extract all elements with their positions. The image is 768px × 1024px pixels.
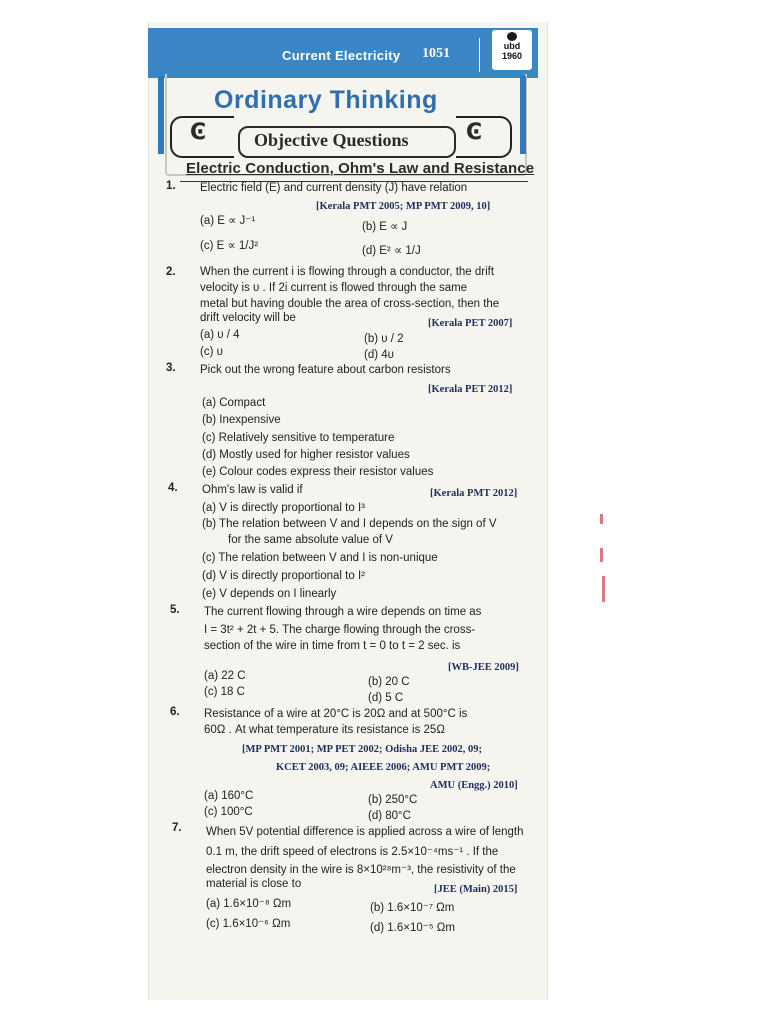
right-ornament-icon: Ͼ xyxy=(466,120,483,145)
option-a: (a) V is directly proportional to I³ xyxy=(202,502,365,514)
option-d: (d) V is directly proportional to I² xyxy=(202,570,365,582)
option-b: (b) 250°C xyxy=(368,794,418,806)
option-a: (a) E ∝ J⁻¹ xyxy=(200,215,256,227)
option-b-continued: for the same absolute value of V xyxy=(228,534,393,546)
option-c: (c) 18 C xyxy=(204,686,245,698)
question-text: Electric field (E) and current density (J) have relation xyxy=(200,182,468,194)
margin-mark xyxy=(600,548,603,562)
option-c: (c) 100°C xyxy=(204,806,253,818)
publisher-logo xyxy=(492,30,532,70)
question-text: The current flowing through a wire depends on time as xyxy=(204,606,482,618)
option-c: (c) The relation between V and I is non-unique xyxy=(202,552,438,564)
option-c: (c) 1.6×10⁻⁶ Ωm xyxy=(206,918,291,930)
option-b: (b) 20 C xyxy=(368,676,410,688)
question-number: 2. xyxy=(166,266,176,278)
logo-text: ubd xyxy=(503,41,521,51)
option-c: (c) E ∝ 1/J² xyxy=(200,240,259,252)
question-source: [Kerala PMT 2005; MP PMT 2009, 10] xyxy=(316,201,491,212)
banner-subtitle: Objective Questions xyxy=(254,130,409,150)
chapter-title: Current Electricity xyxy=(282,48,401,63)
question-text: 60Ω . At what temperature its resistance is 25Ω xyxy=(204,724,445,736)
option-d: (d) E² ∝ 1/J xyxy=(362,245,421,257)
option-b: (b) The relation between V and I depends on the sign of V xyxy=(202,518,497,530)
option-b: (b) Inexpensive xyxy=(202,414,281,426)
section-heading: Electric Conduction, Ohm's Law and Resistance xyxy=(186,160,535,177)
question-text: section of the wire in time from t = 0 to t = 2 sec. is xyxy=(204,640,461,652)
question-text: I = 3t² + 2t + 5. The charge flowing through the cross- xyxy=(204,624,476,636)
question-number: 4. xyxy=(168,482,178,494)
option-e: (e) Colour codes express their resistor values xyxy=(202,466,434,478)
question-number: 3. xyxy=(166,362,176,374)
option-b: (b) 1.6×10⁻⁷ Ωm xyxy=(370,902,455,914)
option-b: (b) υ / 2 xyxy=(364,333,404,345)
option-a: (a) Compact xyxy=(202,397,266,409)
page-number: 1051 xyxy=(422,46,450,61)
logo-emblem-icon xyxy=(507,32,517,41)
question-text: drift velocity will be xyxy=(200,312,296,324)
right-bracket-decoration xyxy=(456,116,512,158)
question-source: [JEE (Main) 2015] xyxy=(434,884,518,895)
option-d: (d) Mostly used for higher resistor values xyxy=(202,449,410,461)
question-number: 5. xyxy=(170,604,180,616)
left-ornament-icon: Ͼ xyxy=(190,120,207,145)
question-text: When 5V potential difference is applied across a wire of length xyxy=(206,826,524,838)
banner-right-bar xyxy=(520,76,526,154)
margin-mark xyxy=(600,514,603,524)
header-divider xyxy=(479,38,480,72)
question-text: When the current i is flowing through a conductor, the drift xyxy=(200,266,495,278)
question-source: [Kerala PMT 2012] xyxy=(430,488,518,499)
question-text: electron density in the wire is 8×10²⁸m⁻³, the resistivity of the xyxy=(206,864,516,876)
option-b: (b) E ∝ J xyxy=(362,221,408,233)
banner-left-bar xyxy=(158,76,164,154)
logo-year: 1960 xyxy=(501,51,523,61)
question-text: Resistance of a wire at 20°C is 20Ω and at 500°C is xyxy=(204,708,468,720)
option-d: (d) 1.6×10⁻⁵ Ωm xyxy=(370,922,455,934)
question-text: material is close to xyxy=(206,878,302,890)
question-source: [WB-JEE 2009] xyxy=(448,662,519,673)
question-number: 1. xyxy=(166,180,176,192)
question-text: 0.1 m, the drift speed of electrons is 2.5×10⁻⁴ms⁻¹ . If the xyxy=(206,846,499,858)
option-a: (a) 1.6×10⁻⁸ Ωm xyxy=(206,898,292,910)
option-a: (a) 22 C xyxy=(204,670,246,682)
question-text: Ohm's law is valid if xyxy=(202,484,303,496)
question-source: [Kerala PET 2007] xyxy=(428,318,513,329)
option-a: (a) υ / 4 xyxy=(200,329,240,341)
question-number: 7. xyxy=(172,822,182,834)
question-number: 6. xyxy=(170,706,180,718)
question-text: metal but having double the area of cross-section, then the xyxy=(200,298,500,310)
option-d: (d) 5 C xyxy=(368,692,404,704)
option-c: (c) υ xyxy=(200,346,223,358)
question-text: velocity is υ . If 2i current is flowed through the same xyxy=(200,282,468,294)
question-text: Pick out the wrong feature about carbon resistors xyxy=(200,364,451,376)
option-a: (a) 160°C xyxy=(204,790,254,802)
question-source: AMU (Engg.) 2010] xyxy=(430,780,518,791)
question-source: KCET 2003, 09; AIEEE 2006; AMU PMT 2009; xyxy=(276,762,491,773)
option-c: (c) Relatively sensitive to temperature xyxy=(202,432,395,444)
question-source: [MP PMT 2001; MP PET 2002; Odisha JEE 2002, 09; xyxy=(242,744,482,755)
option-e: (e) V depends on I linearly xyxy=(202,588,337,600)
option-d: (d) 4υ xyxy=(364,349,394,361)
question-source: [Kerala PET 2012] xyxy=(428,384,513,395)
banner-title: Ordinary Thinking xyxy=(214,86,438,114)
option-d: (d) 80°C xyxy=(368,810,411,822)
margin-mark xyxy=(602,576,605,602)
